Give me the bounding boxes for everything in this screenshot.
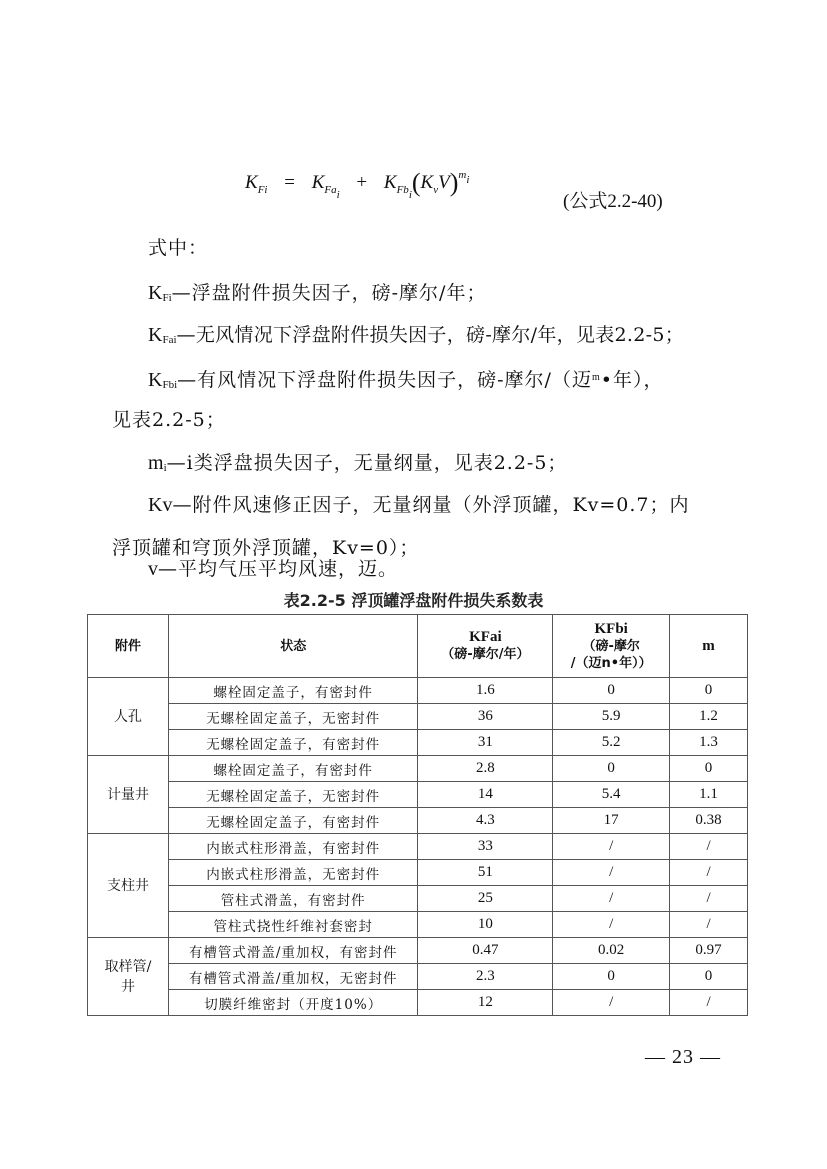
- m-cell: /: [670, 886, 748, 912]
- kfbi-cell: 5.2: [553, 730, 670, 756]
- header-kfbi: [553, 615, 670, 678]
- state-cell: 无螺栓固定盖子，无密封件: [168, 704, 418, 730]
- table-row: [88, 730, 748, 756]
- kfai-cell: 0.47: [418, 938, 553, 964]
- def-superscript: m: [591, 372, 601, 383]
- header-state: 状态: [168, 615, 418, 678]
- header-kfbi-unit: （磅-摩尔: [582, 638, 640, 654]
- kfai-cell: 25: [418, 886, 553, 912]
- table-row: [88, 756, 748, 782]
- m-cell: 0.97: [670, 938, 748, 964]
- state-cell: 无螺栓固定盖子，有密封件: [168, 730, 418, 756]
- state-cell: 无螺栓固定盖子，有密封件: [168, 808, 418, 834]
- formula-subscript: i: [466, 174, 470, 186]
- def-symbol: K: [148, 324, 163, 346]
- definition-kfai: [148, 323, 684, 352]
- kfbi-cell: /: [553, 860, 670, 886]
- m-cell: 0: [670, 678, 748, 704]
- kfai-cell: 4.3: [418, 808, 553, 834]
- header-kfai-unit: （磅-摩尔/年）: [441, 647, 530, 662]
- formula-2-2-40: [245, 168, 469, 201]
- fitting-category: 取样管/井: [88, 938, 169, 1016]
- table-row: [88, 912, 748, 938]
- definition-kfbi: [148, 366, 663, 397]
- def-subscript: Fbi: [162, 379, 178, 391]
- state-cell: 有槽管式滑盖/重加权，无密封件: [168, 964, 418, 990]
- definition-kv: [148, 493, 690, 517]
- header-kfbi-unit: /（迈n•年））: [570, 655, 652, 671]
- header-m-label: m: [702, 637, 715, 654]
- state-cell: 管柱式挠性纤维衬套密封: [168, 912, 418, 938]
- table-row: [88, 808, 748, 834]
- kfbi-cell: /: [553, 834, 670, 860]
- formula-symbol: V: [438, 172, 450, 193]
- table-row: [88, 990, 748, 1016]
- table-header-row: [88, 615, 748, 678]
- m-cell: 0: [670, 756, 748, 782]
- table-caption: 表2.2-5 浮顶罐浮盘附件损失系数表: [283, 591, 544, 610]
- kfai-cell: 10: [418, 912, 553, 938]
- kfbi-cell: /: [553, 912, 670, 938]
- state-cell: 有槽管式滑盖/重加权，有密封件: [168, 938, 418, 964]
- kfbi-cell: 0: [553, 964, 670, 990]
- formula-operator: +: [356, 172, 368, 193]
- kfbi-cell: 0: [553, 756, 670, 782]
- m-cell: 1.3: [670, 730, 748, 756]
- def-text: —浮盘附件损失因子，磅-摩尔/年；: [171, 282, 487, 304]
- formula-number: (公式2.2-40): [563, 191, 663, 212]
- definition-mi: [148, 451, 567, 480]
- formula-exponent: m: [458, 169, 467, 181]
- fitting-category: 人孔: [88, 678, 169, 756]
- def-text: —无风情况下浮盘附件损失因子，磅-摩尔/年，见表2.2-5；: [176, 324, 685, 346]
- kfai-cell: 2.8: [418, 756, 553, 782]
- kfbi-cell: 5.4: [553, 782, 670, 808]
- def-symbol: v: [148, 558, 158, 580]
- kfai-cell: 12: [418, 990, 553, 1016]
- formula-subscript: i: [336, 189, 340, 201]
- formula-subscript: Fi: [257, 184, 268, 196]
- def-symbol: K: [148, 282, 163, 304]
- def-symbol: K: [148, 369, 163, 391]
- formula-paren: ): [449, 168, 459, 197]
- formula-symbol: K: [311, 172, 325, 193]
- kfai-cell: 31: [418, 730, 553, 756]
- kfai-cell: 33: [418, 834, 553, 860]
- formula-subscript: i: [408, 189, 412, 201]
- kfbi-cell: /: [553, 886, 670, 912]
- m-cell: /: [670, 834, 748, 860]
- state-cell: 切膜纤维密封（开度10%）: [168, 990, 418, 1016]
- def-subscript: Fai: [162, 334, 177, 346]
- table-row: [88, 938, 748, 964]
- state-cell: 管柱式滑盖，有密封件: [168, 886, 418, 912]
- definition-kfbi-cont: 见表2.2-5；: [112, 409, 226, 431]
- m-cell: 0: [670, 964, 748, 990]
- state-cell: 螺栓固定盖子，有密封件: [168, 678, 418, 704]
- formula-symbol: K: [420, 172, 434, 193]
- state-cell: 无螺栓固定盖子，无密封件: [168, 782, 418, 808]
- table-row: [88, 834, 748, 860]
- table-row: [88, 782, 748, 808]
- def-symbol: m: [148, 452, 164, 474]
- kfai-cell: 51: [418, 860, 553, 886]
- formula-subscript: Fa: [324, 184, 337, 196]
- kfai-cell: 14: [418, 782, 553, 808]
- def-subscript: Fi: [162, 292, 172, 304]
- header-m: [670, 615, 748, 678]
- kfbi-cell: 0: [553, 678, 670, 704]
- def-text: —附件风速修正因子，无量纲量（外浮顶罐，Kv=0.7；内: [172, 494, 690, 516]
- kfai-cell: 2.3: [418, 964, 553, 990]
- kfai-cell: 1.6: [418, 678, 553, 704]
- m-cell: /: [670, 860, 748, 886]
- page-number: — 23 —: [645, 1046, 721, 1068]
- formula-subscript: v: [433, 184, 439, 196]
- fitting-category: 计量井: [88, 756, 169, 834]
- formula-subscript: Fb: [396, 184, 409, 196]
- formula-paren: (: [411, 168, 421, 197]
- m-cell: 1.2: [670, 704, 748, 730]
- formula-operator: =: [284, 172, 295, 193]
- kfbi-cell: 0.02: [553, 938, 670, 964]
- table-row: [88, 860, 748, 886]
- table-row: [88, 886, 748, 912]
- fitting-loss-table: [87, 614, 748, 1016]
- header-kfai: [418, 615, 553, 678]
- formula-symbol: K: [245, 172, 258, 193]
- def-subscript: i: [163, 462, 167, 474]
- kfai-cell: 36: [418, 704, 553, 730]
- def-text: —平均气压平均风速，迈。: [158, 558, 399, 580]
- definition-kfi: [148, 281, 486, 310]
- table-row: [88, 964, 748, 990]
- header-kfbi-name: KFbi: [594, 620, 628, 637]
- m-cell: 1.1: [670, 782, 748, 808]
- table-row: [88, 678, 748, 704]
- def-text: —i类浮盘损失因子，无量纲量，见表2.2-5；: [166, 452, 568, 474]
- where-label: 式中：: [148, 237, 209, 259]
- header-kfai-name: KFai: [469, 629, 502, 645]
- def-symbol: Kv: [148, 494, 173, 516]
- state-cell: 内嵌式柱形滑盖，有密封件: [168, 834, 418, 860]
- m-cell: /: [670, 912, 748, 938]
- kfbi-cell: /: [553, 990, 670, 1016]
- table-row: [88, 704, 748, 730]
- def-text: —有风情况下浮盘附件损失因子，磅-摩尔/（迈: [177, 369, 592, 391]
- fitting-category: 支柱井: [88, 834, 169, 938]
- formula-symbol: K: [383, 172, 397, 193]
- def-text: •年），: [600, 369, 664, 391]
- definition-v: [148, 557, 398, 581]
- state-cell: 螺栓固定盖子，有密封件: [168, 756, 418, 782]
- state-cell: 内嵌式柱形滑盖，无密封件: [168, 860, 418, 886]
- m-cell: /: [670, 990, 748, 1016]
- m-cell: 0.38: [670, 808, 748, 834]
- definition-kv-cont: 浮顶罐和穹顶外浮顶罐，Kv=0）；: [112, 537, 420, 559]
- header-fitting: 附件: [88, 615, 169, 678]
- kfbi-cell: 17: [553, 808, 670, 834]
- kfbi-cell: 5.9: [553, 704, 670, 730]
